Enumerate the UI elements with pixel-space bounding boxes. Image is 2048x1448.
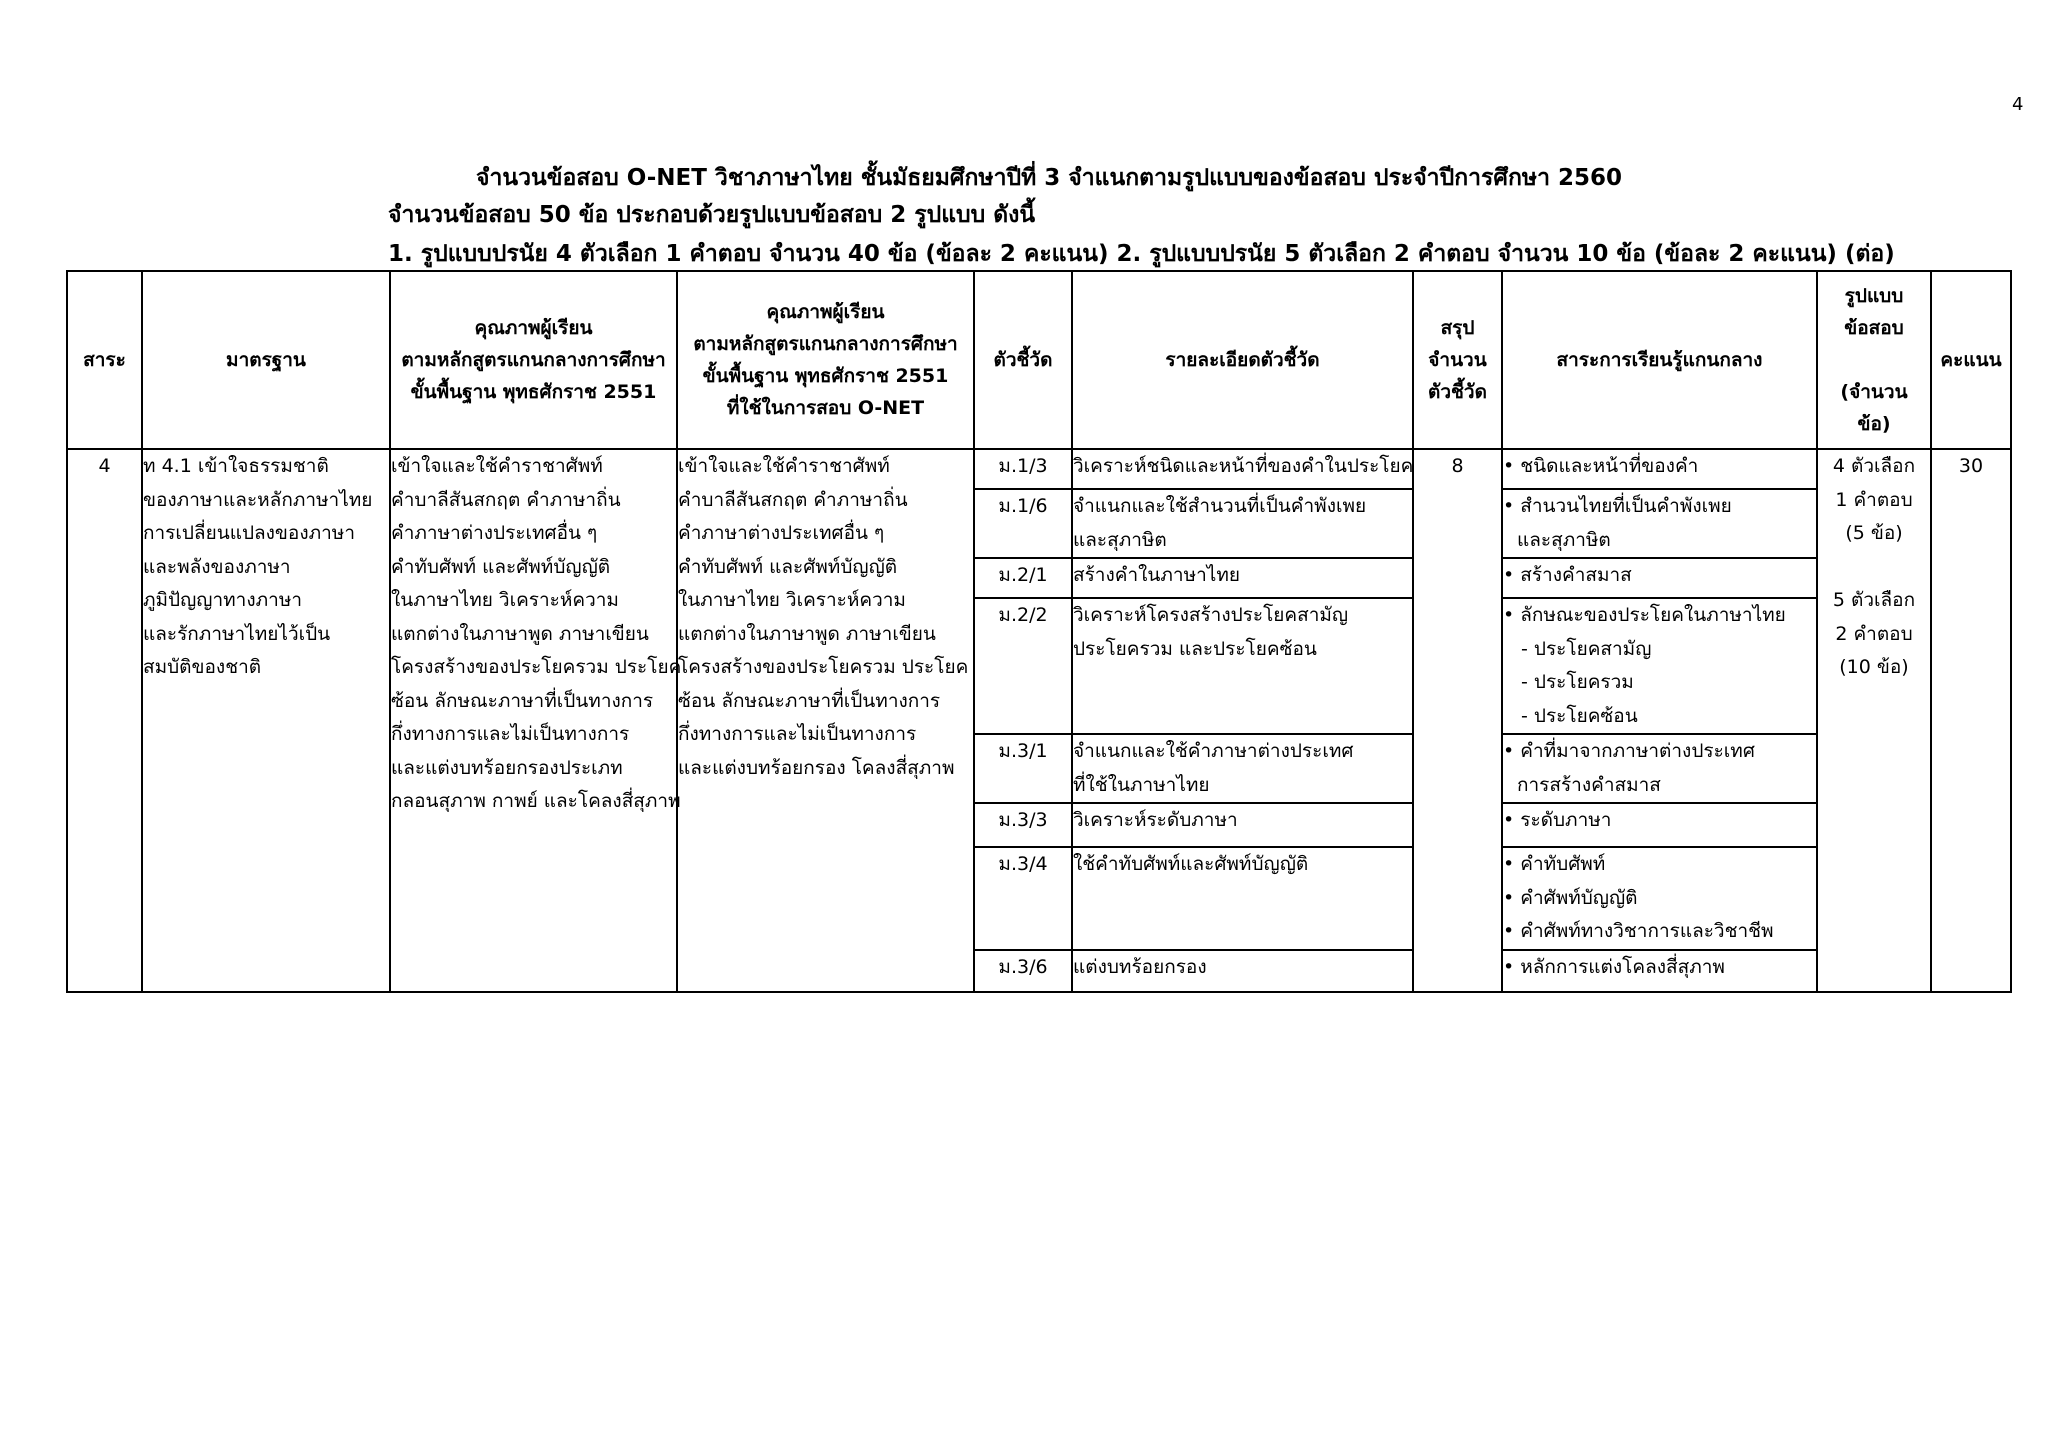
header-core-content: สาระการเรียนรู้แกนกลาง bbox=[1502, 271, 1817, 449]
indicator-code: ม.2/1 bbox=[974, 558, 1072, 598]
core-content: • คำที่มาจากภาษาต่างประเทศ การสร้างคำสมาส bbox=[1502, 734, 1817, 803]
onet-table bbox=[66, 270, 2012, 993]
score-cell: 30 bbox=[1931, 449, 2011, 992]
core-content: • สำนวนไทยที่เป็นคำพังเพย และสุภาษิต bbox=[1502, 489, 1817, 558]
core-content: • คำทับศัพท์ • คำศัพท์บัญญัติ • คำศัพท์ทางวิชาการและวิชาชีพ bbox=[1502, 847, 1817, 950]
indicator-code: ม.2/2 bbox=[974, 598, 1072, 734]
format-cell: 4 ตัวเลือก 1 คำตอบ (5 ข้อ) 5 ตัวเลือก 2 คำตอบ (10 ข้อ) bbox=[1817, 449, 1931, 992]
header-indicator: ตัวชี้วัด bbox=[974, 271, 1072, 449]
indicator-detail: จำแนกและใช้สำนวนที่เป็นคำพังเพย และสุภาษิต bbox=[1072, 489, 1413, 558]
quality-2-cell: เข้าใจและใช้คำราชาศัพท์ คำบาลีสันสกฤต คำภาษาถิ่น คำภาษาต่างประเทศอื่น ๆ คำทับศัพท์ และศัพท์บัญญัติ ในภาษาไทย วิเคราะห์ความ แตกต่างในภาษาพูด ภาษาเขียน โครงสร้างของประโยครวม ประโยค ซ้อน ลักษณะภาษาที่เป็นทางการ กึ่งทางการและไม่เป็นทางการ และแต่งบทร้อยกรอง โคลงสี่สุภาพ bbox=[677, 449, 974, 992]
header-score: คะแนน bbox=[1931, 271, 2011, 449]
summary-count-cell: 8 bbox=[1413, 449, 1502, 992]
indicator-detail: แต่งบทร้อยกรอง bbox=[1072, 950, 1413, 992]
core-content: • ระดับภาษา bbox=[1502, 803, 1817, 847]
header-standard: มาตรฐาน bbox=[142, 271, 390, 449]
page-number: 4 bbox=[2012, 94, 2024, 115]
indicator-detail: วิเคราะห์ชนิดและหน้าที่ของคำในประโยค bbox=[1072, 449, 1413, 489]
indicator-detail: วิเคราะห์โครงสร้างประโยคสามัญ ประโยครวม และประโยคซ้อน bbox=[1072, 598, 1413, 734]
header-strand: สาระ bbox=[67, 271, 142, 449]
document-subtitle: จำนวนข้อสอบ 50 ข้อ ประกอบด้วยรูปแบบข้อสอบ 2 รูปแบบ ดังนี้ bbox=[388, 202, 1036, 228]
header-format: รูปแบบ ข้อสอบ (จำนวนข้อ) bbox=[1817, 271, 1931, 449]
core-content: • หลักการแต่งโคลงสี่สุภาพ bbox=[1502, 950, 1817, 992]
core-content: • สร้างคำสมาส bbox=[1502, 558, 1817, 598]
indicator-code: ม.1/6 bbox=[974, 489, 1072, 558]
indicator-detail: ใช้คำทับศัพท์และศัพท์บัญญัติ bbox=[1072, 847, 1413, 950]
quality-1-cell: เข้าใจและใช้คำราชาศัพท์ คำบาลีสันสกฤต คำภาษาถิ่น คำภาษาต่างประเทศอื่น ๆ คำทับศัพท์ และศัพท์บัญญัติ ในภาษาไทย วิเคราะห์ความ แตกต่างในภาษาพูด ภาษาเขียน โครงสร้างของประโยครวม ประโยค ซ้อน ลักษณะภาษาที่เป็นทางการ กึ่งทางการและไม่เป็นทางการ และแต่งบทร้อยกรองประเภท กลอนสุภาพ กาพย์ และโคลงสี่สุภาพ bbox=[390, 449, 677, 992]
header-summary: สรุป จำนวน ตัวชี้วัด bbox=[1413, 271, 1502, 449]
strand-cell: 4 bbox=[67, 449, 142, 992]
table-header-row bbox=[67, 271, 2011, 449]
document-title: จำนวนข้อสอบ O-NET วิชาภาษาไทย ชั้นมัธยมศึกษาปีที่ 3 จำแนกตามรูปแบบของข้อสอบ ประจำปีการศึกษา 2560 bbox=[476, 165, 1623, 191]
indicator-code: ม.3/1 bbox=[974, 734, 1072, 803]
indicator-code: ม.1/3 bbox=[974, 449, 1072, 489]
table-row bbox=[67, 449, 2011, 489]
core-content: • ชนิดและหน้าที่ของคำ bbox=[1502, 449, 1817, 489]
standard-cell: ท 4.1 เข้าใจธรรมชาติ ของภาษาและหลักภาษาไทย การเปลี่ยนแปลงของภาษา และพลังของภาษา ภูมิปัญญาทางภาษา และรักภาษาไทยไว้เป็น สมบัติของชาติ bbox=[142, 449, 390, 992]
core-content: • ลักษณะของประโยคในภาษาไทย - ประโยคสามัญ - ประโยครวม - ประโยคซ้อน bbox=[1502, 598, 1817, 734]
indicator-code: ม.3/3 bbox=[974, 803, 1072, 847]
indicator-detail: สร้างคำในภาษาไทย bbox=[1072, 558, 1413, 598]
header-quality-2: คุณภาพผู้เรียน ตามหลักสูตรแกนกลางการศึกษา ขั้นพื้นฐาน พุทธศักราช 2551 ที่ใช้ในการสอบ O-NET bbox=[677, 271, 974, 449]
indicator-detail: วิเคราะห์ระดับภาษา bbox=[1072, 803, 1413, 847]
document-format-line: 1. รูปแบบปรนัย 4 ตัวเลือก 1 คำตอบ จำนวน 40 ข้อ (ข้อละ 2 คะแนน) 2. รูปแบบปรนัย 5 ตัวเลือก 2 คำตอบ จำนวน 10 ข้อ (ข้อละ 2 คะแนน) (ต่อ) bbox=[388, 241, 1895, 267]
header-indicator-detail: รายละเอียดตัวชี้วัด bbox=[1072, 271, 1413, 449]
indicator-code: ม.3/4 bbox=[974, 847, 1072, 950]
header-quality-1: คุณภาพผู้เรียน ตามหลักสูตรแกนกลางการศึกษา ขั้นพื้นฐาน พุทธศักราช 2551 bbox=[390, 271, 677, 449]
indicator-detail: จำแนกและใช้คำภาษาต่างประเทศ ที่ใช้ในภาษาไทย bbox=[1072, 734, 1413, 803]
indicator-code: ม.3/6 bbox=[974, 950, 1072, 992]
